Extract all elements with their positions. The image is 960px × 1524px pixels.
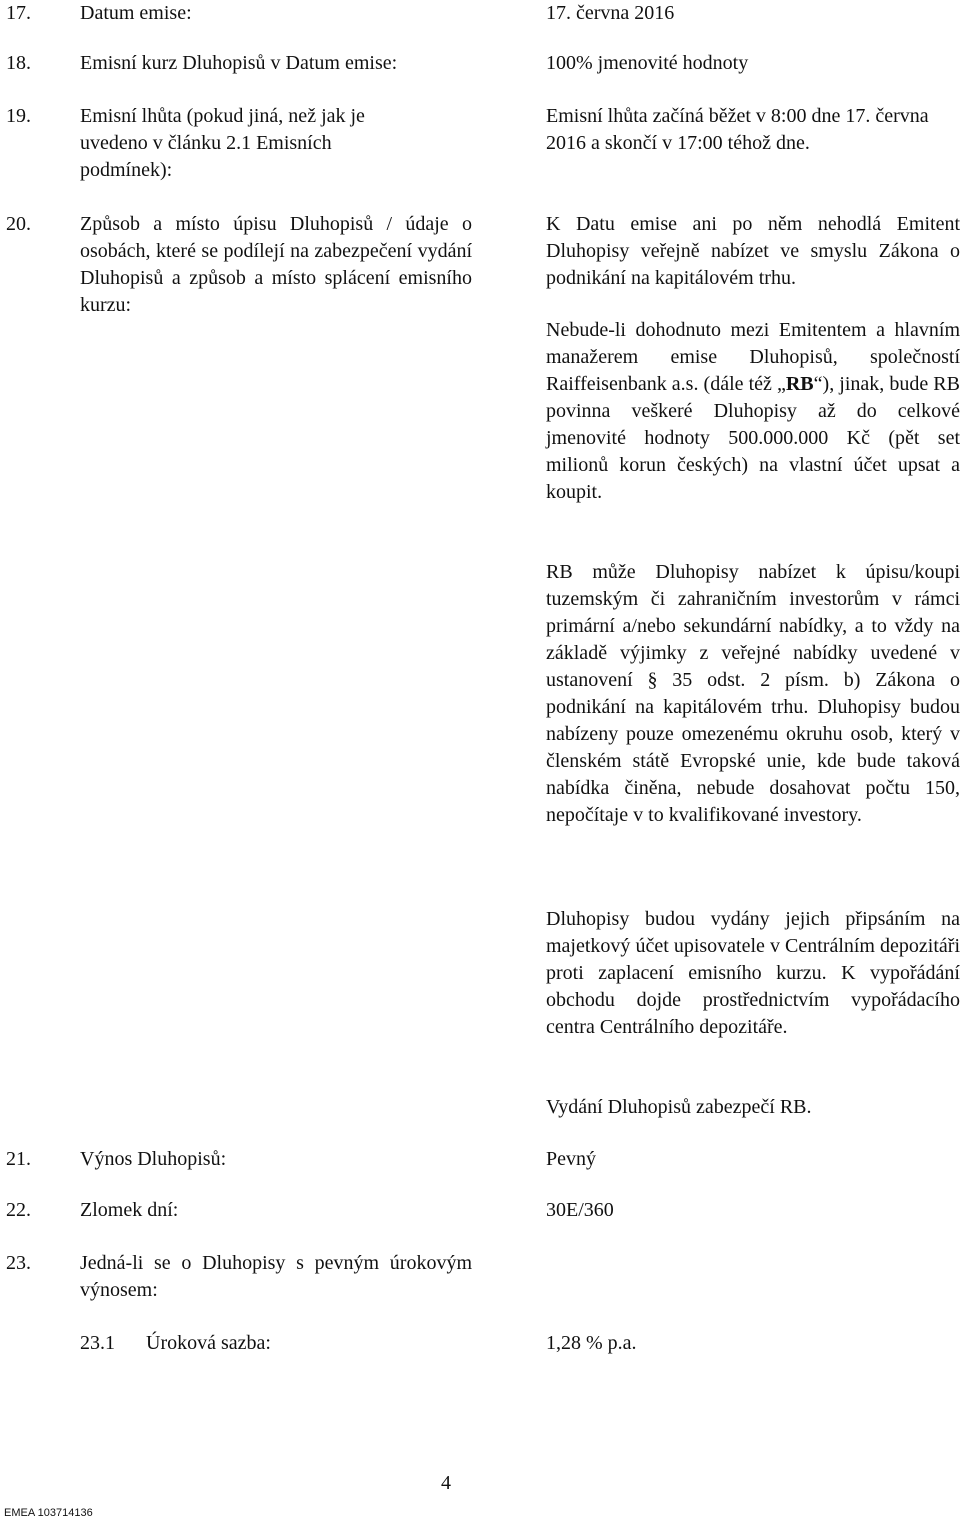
footer-document-id: EMEA 103714136 [4, 1507, 93, 1519]
item-21-label: Výnos Dluhopisů: [80, 1148, 227, 1170]
item-19-value: Emisní lhůta začíná běžet v 8:00 dne 17. června 2016 a skončí v 17:00 téhož dne. [546, 105, 929, 154]
subitem-23-1-number: 23.1 [80, 1332, 115, 1354]
item-20-label: Způsob a místo úpisu Dluhopisů / údaje o osobách, které se podílejí na zabezpečení vydání Dluhopisů a způsob a místo splácení emisního kurzu: [80, 213, 472, 316]
item-22-label: Zlomek dní: [80, 1199, 179, 1221]
item-21-value: Pevný [546, 1148, 596, 1170]
item-19-label: Emisní lhůta (pokud jiná, než jak je uvedeno v článku 2.1 Emisních podmínek): [80, 105, 365, 181]
item-18-number: 18. [6, 52, 31, 74]
item-17-label: Datum emise: [80, 2, 192, 24]
subitem-23-1-value: 1,28 % p.a. [546, 1332, 637, 1354]
item-20-paragraph-2 [546, 317, 960, 506]
item-23-number: 23. [6, 1252, 31, 1274]
item-20-paragraph-5: Vydání Dluhopisů zabezpečí RB. [546, 1096, 812, 1118]
item-23-label: Jedná-li se o Dluhopisy s pevným úrokovým výnosem: [80, 1252, 472, 1301]
page-number: 4 [441, 1472, 451, 1494]
item-20-paragraph-4: Dluhopisy budou vydány jejich připsáním na majetkový účet upisovatele v Centrálním depozitáři proti zaplacení emisního kurzu. K vypořádání obchodu dojde prostřednictvím vypořádacího centra Centrálního depozitáře. [546, 908, 960, 1038]
item-22-number: 22. [6, 1199, 31, 1221]
item-20-paragraph-1: K Datu emise ani po něm nehodlá Emitent Dluhopisy veřejně nabízet ve smyslu Zákona o podnikání na kapitálovém trhu. [546, 213, 960, 289]
item-18-label: Emisní kurz Dluhopisů v Datum emise: [80, 52, 398, 74]
item-21-number: 21. [6, 1148, 31, 1170]
p2-text-after: “), jinak, bude RB povinna veškeré Dluhopisy až do celkové jmenovité hodnoty 500.000.000 Kč (pět set milionů korun českých) na vlastní účet upsat a koupit. [546, 373, 960, 503]
subitem-23-1-label: Úroková sazba: [146, 1332, 271, 1354]
item-20-number: 20. [6, 213, 31, 235]
item-17-number: 17. [6, 2, 31, 24]
item-22-value: 30E/360 [546, 1199, 614, 1221]
item-18-value: 100% jmenovité hodnoty [546, 52, 749, 74]
item-20-paragraph-3: RB může Dluhopisy nabízet k úpisu/koupi tuzemským či zahraničním investorům v rámci primární a/nebo sekundární nabídky, a to vždy na základě výjimky z veřejné nabídky uvedené v ustanovení § 35 odst. 2 písm. b) Zákona o podnikání na kapitálovém trhu. Dluhopisy budou nabízeny pouze omezenému okruhu osob, který v členském státě Evropské unie, kde bude taková nabídka činěna, nebude dosahovat počtu 150, nepočítaje v to kvalifikované investory. [546, 561, 960, 826]
rb-abbreviation: RB [785, 373, 814, 395]
item-17-value: 17. června 2016 [546, 2, 675, 24]
p2-text-before: Nebude-li dohodnuto mezi Emitentem a hlavním manažerem emise Dluhopisů, společností Raiffeisenbank a.s. (dále též „ [546, 319, 960, 395]
item-19-number: 19. [6, 105, 31, 127]
